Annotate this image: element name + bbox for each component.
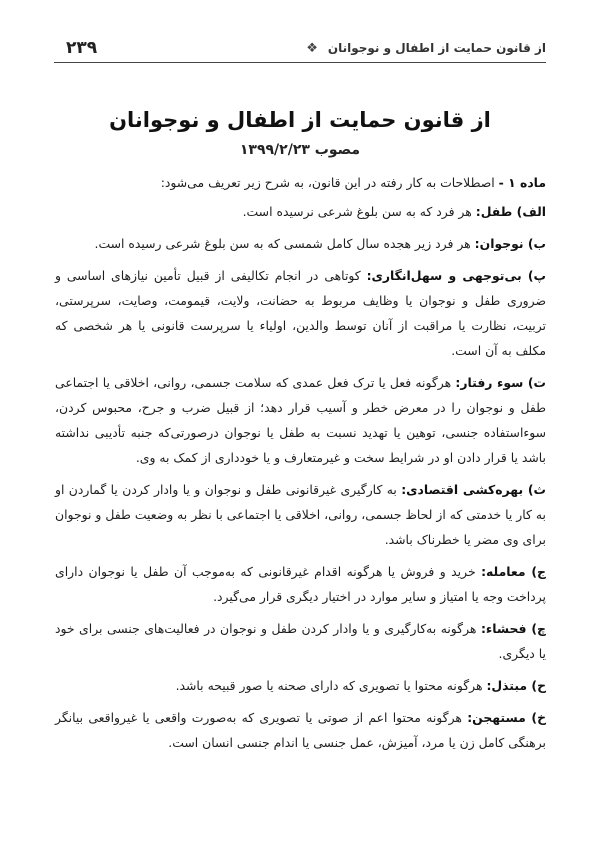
definition-term: چ) فحشاء: xyxy=(480,621,546,636)
article-label: ماده ۱ - xyxy=(498,175,546,190)
definition-text: هرگونه محتوا اعم از صوتی یا تصویری که به‌صورت واقعی یا غیرواقعی بیانگر برهنگی کامل زن یا مرد، آمیزش، عمل جنسی یا اندام جنسی انسان است. xyxy=(55,710,546,750)
definition-text: هرگونه فعل یا ترک فعل عمدی که سلامت جسمی، روانی، اخلاقی یا اجتماعی طفل و نوجوان را در معرض خطر و آسیب قرار دهد؛ از قبیل ضرب و جرح، محبوس کردن، سوءاستفاده جنسی، توهین یا تهدید نسبت به طفل یا نوجوان درصورتی‌که جنبه تأدیبی نداشته باشد یا قرار دادن او در شرایط سخت و غیرمتعارف و یا خودداری از کمک به وی. xyxy=(55,375,546,465)
definition-item xyxy=(55,559,546,609)
definition-item xyxy=(55,477,546,552)
page-header xyxy=(66,38,546,58)
definition-term: الف) طفل: xyxy=(475,204,546,219)
article-intro xyxy=(55,170,546,195)
page-number: ۲۳۹ xyxy=(66,38,98,58)
definition-item xyxy=(55,370,546,470)
definition-text: هر فرد که به سن بلوغ شرعی نرسیده است. xyxy=(242,204,476,219)
definition-term: ث) بهره‌کشی اقتصادی: xyxy=(401,482,546,497)
definition-item xyxy=(55,616,546,666)
definition-item xyxy=(55,263,546,363)
header-rule xyxy=(54,62,546,63)
definition-text: هرگونه به‌کارگیری و یا وادار کردن طفل و نوجوان در فعالیت‌های جنسی برای خود یا دیگری. xyxy=(55,621,546,661)
definition-item xyxy=(55,705,546,755)
definition-term: ح) مبتذل: xyxy=(486,678,546,693)
running-title: از قانون حمایت از اطفال و نوجوانان xyxy=(327,41,546,55)
definition-term: ت) سوء رفتار: xyxy=(455,375,547,390)
definition-text: هرگونه محتوا یا تصویری که دارای صحنه یا صور قبیحه باشد. xyxy=(175,678,487,693)
definition-term: ب) نوجوان: xyxy=(474,236,546,251)
document-body xyxy=(55,170,546,762)
definition-item xyxy=(55,673,546,698)
definition-text: کوتاهی در انجام تکالیفی از قبیل تأمین نیازهای اساسی و ضروری طفل و نوجوان یا وظایف مربوط به حضانت، ولایت، قیمومت، وصایت، سرپرستی، تربیت، نظارت یا مراقبت از آنان توسط والدین، اولیاء یا سرپرست قانونی یا هر شخصی که مکلف به آن است. xyxy=(55,268,546,358)
definition-text: به کارگیری غیرقانونی طفل و نوجوان و یا وادار کردن یا گماردن او به کار یا خدمتی که از لحاظ جسمی، روانی، اخلاقی یا اجتماعی با نظر به وضعیت طفل و نوجوان برای وی مضر یا خطرناک باشد. xyxy=(55,482,546,547)
document-subtitle: مصوب ۱۳۹۹/۲/۲۳ xyxy=(239,142,361,158)
definition-term: ج) معامله: xyxy=(481,564,546,579)
definition-item xyxy=(55,231,546,256)
definition-text: هر فرد زیر هجده سال کامل شمسی که به سن بلوغ شرعی رسیده است. xyxy=(94,236,475,251)
definition-term: پ) بی‌توجهی و سهل‌انگاری: xyxy=(366,268,547,283)
definition-text: خرید و فروش یا هرگونه اقدام غیرقانونی که به‌موجب آن طفل یا نوجوان دارای پرداخت وجه یا امتیاز و سایر موارد در اختیار دیگری قرار می‌گیرد. xyxy=(55,564,546,604)
document-title: از قانون حمایت از اطفال و نوجوانان xyxy=(109,108,491,132)
definition-item xyxy=(55,199,546,224)
definition-term: خ) مستهجن: xyxy=(467,710,546,725)
running-title-group xyxy=(306,41,546,56)
ornament-icon: ❖ xyxy=(306,40,318,56)
article-intro-text: اصطلاحات به کار رفته در این قانون، به شرح زیر تعریف می‌شود: xyxy=(160,175,499,190)
